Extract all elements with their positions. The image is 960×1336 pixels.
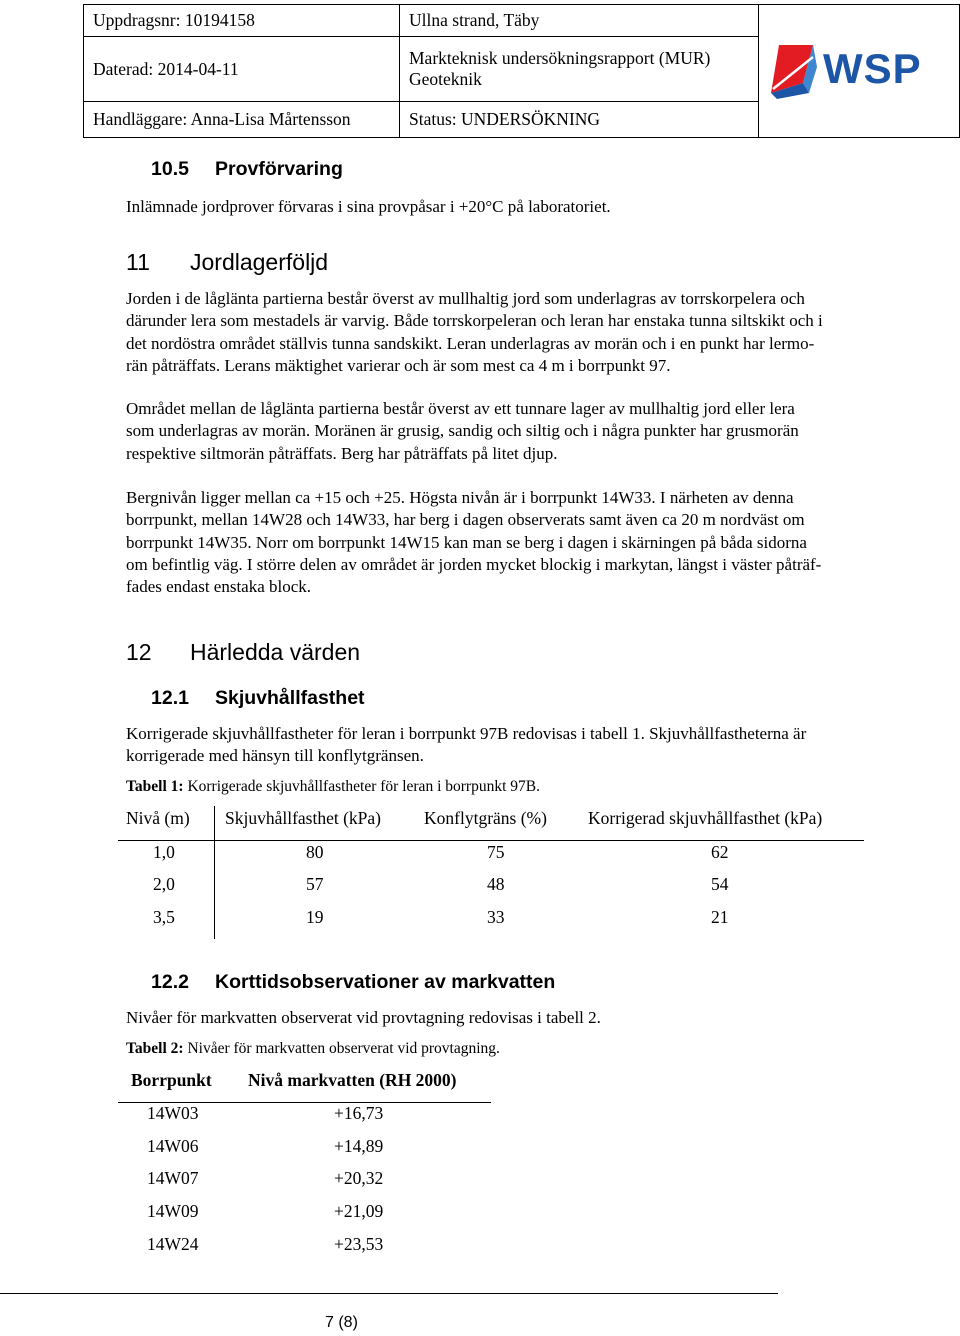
table-header-cell: Konflytgräns (%) <box>424 808 547 828</box>
table-cell: 33 <box>487 907 505 927</box>
text-line: respektive siltmorän påträffats. Berg har påträffats på litet djup. <box>126 443 558 463</box>
table-cell: +20,32 <box>334 1168 384 1188</box>
date: Daterad: 2014-04-11 <box>84 37 400 102</box>
table-header-cell: Skjuvhållfasthet (kPa) <box>225 808 382 828</box>
table-cell: 54 <box>711 874 729 894</box>
table-cell: +21,09 <box>334 1201 384 1221</box>
heading-title: Korttidsobservationer av markvatten <box>215 971 556 993</box>
text-line: Bergnivån ligger mellan ca +15 och +25. Högsta nivån är i borrpunkt 14W33. I närheten av denna <box>126 488 794 507</box>
caption-text: Nivåer för markvatten observerat vid provtagning. <box>183 1040 500 1057</box>
text-line: det nordöstra området ställvis tunna sandskikt. Leran underlagras av morän och i en punkt har lermo- <box>126 333 815 353</box>
table-cell: 14W07 <box>147 1168 199 1188</box>
paragraph-markvatten: Nivåer för markvatten observerat vid provtagning redovisas i tabell 2. <box>126 1008 601 1027</box>
table-header-cell: Nivå markvatten (RH 2000) <box>248 1070 457 1090</box>
table-cell: 62 <box>711 842 729 862</box>
heading-number: 10.5 <box>151 158 189 180</box>
report-line-1: Markteknisk undersökningsrapport (MUR) <box>409 48 711 68</box>
table-cell: 2,0 <box>153 874 175 894</box>
text-line: korrigerade med hänsyn till konflytgränsen. <box>126 746 424 766</box>
table-cell: 3,5 <box>153 907 175 927</box>
status: Status: UNDERSÖKNING <box>400 102 759 138</box>
table-cell: +16,73 <box>334 1103 384 1123</box>
table-cell: 80 <box>306 842 324 862</box>
heading-12-1 <box>151 687 365 710</box>
text-line: borrpunkt, mellan 14W28 och 14W33, har berg i dagen observerats samt även ca 20 m nordväst om <box>126 510 805 530</box>
table-cell: 14W03 <box>147 1103 199 1123</box>
heading-number: 12.2 <box>151 971 189 993</box>
heading-title: Jordlagerföljd <box>190 249 329 275</box>
table-cell: +14,89 <box>334 1136 384 1156</box>
logo-text: WSP <box>823 44 922 92</box>
caption-label: Tabell 1: <box>126 778 184 795</box>
table-cell: 75 <box>487 842 505 862</box>
text-line: borrpunkt 14W35. Norr om borrpunkt 14W15 kan man se berg i dagen i skärningen på båda sidorna <box>126 532 807 552</box>
paragraph-provforvaring: Inlämnade jordprover förvaras i sina provpåsar i +20°C på laboratoriet. <box>126 197 611 216</box>
caption-label: Tabell 2: <box>126 1040 184 1057</box>
table-cell: 14W06 <box>147 1136 199 1156</box>
project-name: Ullna strand, Täby <box>400 5 759 37</box>
table-cell: 57 <box>306 874 324 894</box>
table-cell: 14W24 <box>147 1234 199 1254</box>
text-line: fades endast enstaka block. <box>126 577 312 597</box>
heading-number: 12 <box>126 639 152 665</box>
text-line: som underlagras av morän. Moränen är grusig, sandig och siltig och i några punkter har grusmorän <box>126 421 799 441</box>
paragraph-skjuvhallfasthet <box>126 723 926 768</box>
assignment-number: Uppdragsnr: 10194158 <box>84 5 400 37</box>
logo-cell <box>759 5 960 138</box>
paragraph-jordlagerfoljd-1 <box>126 288 926 377</box>
table-2-header-rule <box>118 1102 491 1103</box>
table-cell: 14W09 <box>147 1201 199 1221</box>
table-header-cell: Borrpunkt <box>131 1070 212 1090</box>
heading-11 <box>126 249 328 276</box>
report-title <box>400 37 759 102</box>
footer-rule <box>0 1293 778 1294</box>
table-cell: 48 <box>487 874 505 894</box>
page-number: 7 (8) <box>325 1314 358 1331</box>
text-line: om befintlig väg. I större delen av området är jorden mycket blockig i markytan, längst i väster påträf- <box>126 554 822 574</box>
table-2-caption <box>126 1040 500 1058</box>
table-cell: 21 <box>711 907 729 927</box>
heading-12-2 <box>151 971 555 994</box>
heading-title: Skjuvhållfasthet <box>215 687 365 709</box>
paragraph-jordlagerfoljd-3 <box>126 487 926 598</box>
heading-number: 11 <box>126 249 150 275</box>
text-line: Området mellan de låglänta partierna består överst av ett tunnare lager av mullhaltig jord eller lera <box>126 399 795 418</box>
text-line: därunder lera som mestadels är varvig. Både torrskorpeleran och leran har enstaka tunna siltskikt och i <box>126 311 823 331</box>
heading-number: 12.1 <box>151 687 189 709</box>
table-1-header-rule <box>118 840 864 841</box>
table-cell: 1,0 <box>153 842 175 862</box>
table-1-caption <box>126 778 540 796</box>
report-line-2: Geoteknik <box>409 69 482 89</box>
heading-title: Härledda värden <box>190 639 361 665</box>
table-1-divider <box>214 806 215 939</box>
handler: Handläggare: Anna-Lisa Mårtensson <box>84 102 400 138</box>
table-cell: 19 <box>306 907 324 927</box>
text-line: Korrigerade skjuvhållfastheter för leran i borrpunkt 97B redovisas i tabell 1. Skjuvhållfastheterna är <box>126 724 807 743</box>
table-header-cell: Korrigerad skjuvhållfasthet (kPa) <box>588 808 823 828</box>
caption-text: Korrigerade skjuvhållfastheter för leran i borrpunkt 97B. <box>183 778 540 795</box>
wsp-logo <box>769 37 949 101</box>
heading-title: Provförvaring <box>215 158 343 180</box>
table-header-cell: Nivå (m) <box>126 808 190 828</box>
text-line: rän påträffats. Lerans mäktighet varierar och är som mest ca 4 m i borrpunkt 97. <box>126 355 671 375</box>
document-header <box>83 4 960 138</box>
heading-10-5 <box>151 158 343 181</box>
text-line: Jorden i de låglänta partierna består överst av mullhaltig jord som underlagras av torrskorpelera och <box>126 289 805 308</box>
paragraph-jordlagerfoljd-2 <box>126 398 926 465</box>
heading-12 <box>126 639 360 666</box>
table-cell: +23,53 <box>334 1234 384 1254</box>
